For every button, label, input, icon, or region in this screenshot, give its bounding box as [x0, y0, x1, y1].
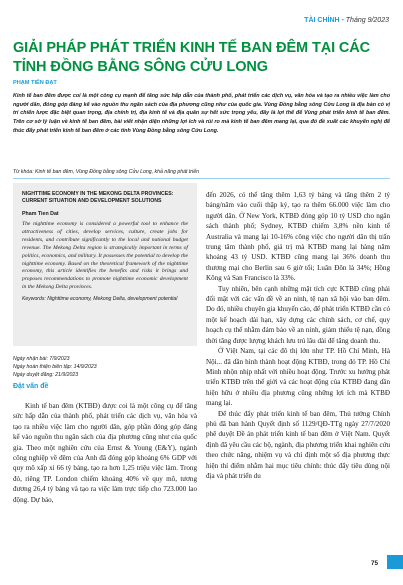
author-name: PHẠM TIẾN ĐẠT: [13, 80, 57, 86]
paragraph: Để thúc đẩy phát triển kinh tế ban đêm, Thủ tướng Chính phủ đã ban hành Quyết định số 1129/QĐ-TTg ngày 27/7/2020 phê duyệt Đề án phát triển kinh tế ban đêm ở Việt Nam. Quyết định đã yêu cầu các bộ, ngành, địa phương triển khai nghiên cứu theo chức năng, nhiệm vụ và chỉ định một số địa phương thực hiện thí điểm nhằm hai mục tiêu chính: thúc đẩy tiêu dùng nội địa và phát triển du: [206, 409, 390, 480]
date-accepted: Ngày duyệt đăng: 21/9/2023: [13, 372, 79, 378]
keywords-vietnamese: Từ khóa: Kinh tế ban đêm, Vùng Đồng bằng sông Cửu Long, khả năng phát triển: [13, 169, 199, 175]
issue-label: - Tháng 9/2023: [339, 17, 389, 24]
article-dates: [13, 355, 197, 379]
date-received: Ngày nhận bài: 7/9/2023: [13, 356, 70, 362]
english-summary-box: [13, 183, 197, 346]
running-header: [0, 14, 403, 28]
english-abstract: The nighttime economy is considered a powerful tool to enhance the attractiveness of cities, develop services, culture, create jobs for residents, and contribute significantly to the local and national budget revenue. The Mekong Delta region is strategically important in terms of politics, economics, and military. It possesses the potential to develop the nighttime economy. Based on the theoretical framework of the nighttime economy, this article identifies the benefits and risks it brings and proposes recommendations to promote nighttime economic development in the Mekong Delta provinces.: [22, 221, 188, 291]
page-number: 75: [371, 560, 379, 567]
english-title: NIGHTTIME ECONOMY IN THE MEKONG DELTA PROVINCES: CURRENT SITUATION AND DEVELOPMENT SOLUTIONS: [22, 191, 174, 204]
body-column-left: [13, 401, 197, 505]
english-author: Pham Tien Dat: [22, 211, 59, 217]
page-tab-marker: [387, 555, 403, 569]
abstract-vietnamese: Kinh tế ban đêm được coi là một công cụ mạnh để tăng sức hấp dẫn của thành phố, phát triển các dịch vụ, văn hóa và tạo ra nhiều việc làm cho người dân, đóng góp đáng kể vào nguồn thu ngân sách của địa phương cũng như của quốc gia. Vùng Đồng bằng sông Cửu Long là địa bàn có vị trí chiến lược đặc biệt quan trọng, địa chính trị, địa kinh tế và địa quân sự hết sức trọng yếu, đây là lợi thế để Vùng phát triển kinh tế ban đêm. Trên cơ sở lý luận về kinh tế ban đêm, bài viết nhận diện những lợi ích và rủi ro mà kinh tế ban đêm mang lại, qua đó đề xuất các khuyến nghị để thúc đẩy phát triển kinh tế ban đêm ở các tỉnh Vùng Đồng bằng sông Cửu Long.: [13, 93, 390, 134]
paragraph: Ở Việt Nam, tại các đô thị lớn như TP. Hồ Chí Minh, Hà Nội... đã dần hình thành hoạt động KTBĐ, trong đó TP. Hồ Chí Minh nhộn nhịp nhất với nhiều hoạt động. Trước xu hướng phát triển KTBĐ trên thế giới và các hoạt động của KTBĐ đang dần hiện hữu ở nhiều địa phương cũng những lợi ích mà KTBĐ mang lại.: [206, 347, 390, 408]
english-keywords: Keywords: Nighttime economy, Mekong Delta, development potential: [22, 296, 178, 303]
paragraph: Kinh tế ban đêm (KTBĐ) được coi là một công cụ để tăng sức hấp dẫn của thành phố, phát triển các dịch vụ, văn hóa và tạo ra nhiều việc làm cho người dân, góp phần đóng góp đáng kể vào nguồn thu ngân sách của địa phương cũng như của quốc gia. Theo một nghiên cứu của Ernst & Young (E&Y), ngành công nghiệp về đêm của Anh đã đóng góp khoảng 6% GDP với quy mô xấp xỉ 66 tỷ bảng, tạo ra hơn 1,25 triệu việc làm. Trong đó, riêng TP. London chiếm khoảng 40% về quy mô, tương đương 26,4 tỷ bảng và tạo ra việc làm trực tiếp cho 723.000 lao động. Dự báo,: [13, 402, 197, 504]
paragraph: đến 2026, có thể tăng thêm 1,63 tỷ bảng và tăng thêm 2 tỷ bảng/năm vào cuối thập kỷ, tạo ra thêm 66.000 việc làm cho người dân. Ở New York, KTBĐ đóng góp 10 tỷ USD cho ngân sách thành phố; Sydney, KTBĐ chiếm 3,8% nền kinh tế Australia và mang lại 10-16% công việc cho người dân thị trấn trung tâm thành phố, giá trị mà KTBĐ mang lại hàng năm khoảng 43 tỷ USD. KTBĐ cũng mang lại 36% doanh thu thương mại cho Berlin sau 6 giờ tối; Luân Đôn là 34%; Hồng Kông và San Francisco là 33%.: [206, 191, 390, 283]
divider: [13, 178, 390, 179]
section-heading: Đặt vấn đề: [13, 383, 49, 390]
article-title: GIẢI PHÁP PHÁT TRIỂN KINH TẾ BAN ĐÊM TẠI CÁC TỈNH ĐỒNG BẰNG SÔNG CỬU LONG: [13, 40, 371, 75]
paragraph: Tuy nhiên, bên cạnh những mặt tích cực KTBĐ cũng phải đối mặt với các vấn đề về an ninh, tệ nạn xã hội vào ban đêm. Do đó, nhiều chuyên gia khuyến cáo, để phát triển KTBĐ cần có một kế hoạch dài hạn, xây dựng các chính sách, cơ chế, quy hoạch cụ thể nhằm đảm bảo về an ninh, giảm thiểu tệ nạn, đồng thời tăng được lượng khách lưu trú lâu dài để tăng doanh thu.: [206, 284, 390, 345]
body-column-right: [206, 190, 390, 481]
journal-name: TÀI CHÍNH: [304, 17, 340, 24]
date-edited: Ngày hoàn thiện biên tập: 14/9/2023: [13, 364, 97, 370]
